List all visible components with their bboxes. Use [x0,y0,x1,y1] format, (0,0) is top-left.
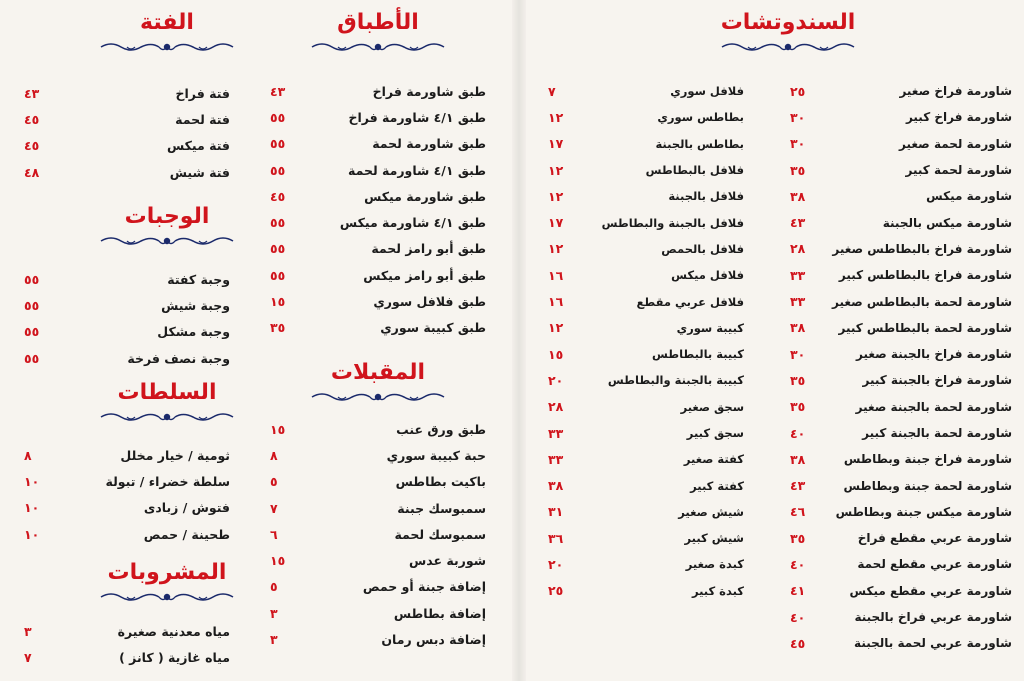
menu-item-name: شاورمة فراخ كبير [905,110,1012,125]
menu-item [548,578,744,604]
menu-item-price: ٤٥ [790,635,806,651]
salads-section [20,380,250,424]
menu-item [548,551,744,577]
menu-item-name: مياه غازية ( كانز ) [119,649,230,665]
ornament-divider-icon [92,590,242,604]
menu-item [24,159,230,185]
menu-item [548,183,744,209]
menu-item [790,367,1012,393]
menu-item [790,104,1012,130]
menu-item-name: فلافل سوري [670,84,744,99]
menu-item-name: حبة كبيبة سوري [386,447,486,463]
appetizers-column [270,416,486,653]
menu-item-name: شاورمة لحمة جبنة وبطاطس [843,478,1012,493]
menu-item-price: ١٦ [548,267,564,283]
menu-item [790,446,1012,472]
menu-item [790,630,1012,656]
menu-item [270,104,486,130]
menu-item-price: ٣٠ [790,346,806,362]
menu-item-price: ٤٨ [24,164,40,180]
salads-list [24,442,230,547]
menu-item-price: ١٢ [548,241,564,257]
menu-item-name: وجبة مشكل [157,324,230,340]
menu-item [790,183,1012,209]
menu-item [270,626,486,652]
menu-item-name: ثومية / خيار مخلل [120,447,230,463]
menu-item [270,288,486,314]
menu-item-price: ١٥ [548,346,564,362]
sandwiches-list-1 [790,78,1012,657]
menu-item [790,209,1012,235]
menu-item-name: شاورمة لحمة بالبطاطس كبير [838,320,1012,335]
menu-item [548,525,744,551]
menu-item [548,315,744,341]
menu-item-name: سمبوسك جبنة [397,500,486,516]
menu-item-price: ٥٥ [24,297,40,313]
menu-item-name: شاورمة عربي لحمة بالجبنة [854,636,1012,651]
menu-item-price: ١٥ [270,421,286,437]
menu-item [270,183,486,209]
menu-item-name: طبق ورق عنب [396,421,486,437]
menu-item [790,499,1012,525]
fatta-column [24,80,230,185]
menu-item [790,236,1012,262]
menu-item-name: كبدة صغير [685,557,744,572]
menu-item-price: ٣٣ [548,425,564,441]
menu-item [548,341,744,367]
menu-item-price: ٥٥ [24,271,40,287]
menu-item-price: ١٠ [24,473,40,489]
menu-item-price: ١٢ [548,320,564,336]
menu-item [548,78,744,104]
menu-item [548,394,744,420]
menu-item-price: ٧ [548,83,556,99]
menu-item-price: ٣٣ [548,451,564,467]
menu-item [270,416,486,442]
menu-item [548,262,744,288]
menu-item-price: ٥٥ [270,162,286,178]
ornament-divider-icon [92,40,242,54]
plates-section [268,10,508,54]
menu-item-name: إضافة دبس رمان [381,632,486,648]
menu-item [270,78,486,104]
menu-item-price: ٢٥ [790,83,806,99]
menu-item-price: ٣٨ [548,478,564,494]
menu-item-price: ٣٣ [790,294,806,310]
menu-item-name: شاورمة ميكس بالجبنة [882,215,1012,230]
menu-item [548,236,744,262]
menu-item-name: فلافل بالجبنة [668,189,744,204]
meals-list [24,266,230,371]
menu-item [270,547,486,573]
menu-item-name: شاورمة لحمة بالجبنة صغير [855,399,1012,414]
salads-column [24,442,230,547]
menu-item-price: ٦ [270,526,278,542]
meals-header [92,204,242,248]
menu-item-name: فلافل بالجبنة والبطاطس [601,215,744,230]
drinks-list [24,618,230,671]
menu-item-price: ١٢ [548,162,564,178]
menu-item-price: ٤٥ [24,138,40,154]
menu-item-name: كفتة كبير [690,478,744,493]
menu-item [790,341,1012,367]
menu-item-name: فلافل بالحمص [661,241,744,256]
menu-item-price: ٥٥ [24,350,40,366]
menu-item-price: ١٥ [270,553,286,569]
drinks-section [20,560,250,604]
menu-item-price: ٥٥ [270,215,286,231]
salads-header [92,380,242,424]
menu-item-price: ٥ [270,579,278,595]
menu-item-price: ١٦ [548,294,564,310]
fatta-header [92,10,242,54]
menu-item-name: شاورمة لحمة صغير [899,136,1012,151]
menu-item-name: شاورمة عربي مقطع ميكس [849,583,1012,598]
menu-item-name: شيش كبير [684,531,744,546]
menu-item-name: فتة ميكس [166,138,230,154]
menu-item [548,446,744,472]
fatta-list [24,80,230,185]
menu-item [24,319,230,345]
menu-item-price: ٤٠ [790,425,806,441]
menu-item-price: ٣ [270,605,278,621]
appetizers-section [268,360,508,404]
menu-item-name: فلافل عربي مقطع [636,294,744,309]
menu-item-price: ٣ [270,632,278,648]
menu-item-price: ١٢ [548,188,564,204]
menu-item-name: شاورمة ميكس [926,189,1012,204]
menu-item [270,131,486,157]
menu-item-price: ٧ [24,649,32,665]
menu-item-price: ١٠ [24,526,40,542]
menu-item-name: شاورمة فراخ بالجبنة صغير [856,347,1012,362]
menu-item-name: وجبة نصف فرخة [127,350,230,366]
menu-item-name: وجبة كفتة [167,271,230,287]
menu-item [790,420,1012,446]
menu-item-price: ١٧ [548,136,564,152]
menu-item-price: ٣٣ [790,267,806,283]
menu-item [24,521,230,547]
menu-item [24,618,230,644]
menu-item [270,236,486,262]
menu-item-name: طبق ٤/١ شاورمة لحمة [348,162,486,178]
menu-item [790,78,1012,104]
menu-item [270,209,486,235]
menu-item-price: ١٧ [548,215,564,231]
menu-item-name: شاورمة فراخ بالبطاطس كبير [838,268,1012,283]
menu-item-price: ٢٠ [548,372,564,388]
plates-header [288,10,468,54]
menu-item [790,604,1012,630]
menu-item-price: ٤٣ [270,83,286,99]
menu-item-name: كبيبة بالبطاطس [651,347,744,362]
menu-item [790,472,1012,498]
menu-item-name: كبدة كبير [691,583,744,598]
menu-item [548,420,744,446]
menu-item-price: ٤٦ [790,504,806,520]
menu-item-name: شاورمة عربي فراخ بالجبنة [854,610,1012,625]
menu-item-name: كبيبة بالجبنة والبطاطس [607,373,744,388]
menu-item-price: ٤٣ [790,215,806,231]
menu-item [548,209,744,235]
menu-item-price: ٥٥ [270,267,286,283]
menu-item-name: بطاطس بالجبنة [655,136,744,151]
menu-item-price: ٣٥ [790,399,806,415]
menu-item-name: إضافة بطاطس [393,605,486,621]
menu-item-name: طبق شاورمة ميكس [364,188,486,204]
menu-item-name: شاورمة فراخ بالبطاطس صغير [832,241,1012,256]
menu-item-price: ٥٥ [24,324,40,340]
menu-item [24,292,230,318]
menu-item [548,367,744,393]
menu-item-price: ٤٣ [790,478,806,494]
menu-item-name: شاورمة لحمة بالجبنة كبير [862,426,1012,440]
menu-item [270,315,486,341]
menu-item-name: فتة شيش [169,164,230,180]
sandwiches-title: السندوتشات [720,10,856,35]
appetizers-list [270,416,486,653]
drinks-title: المشروبات [107,560,227,585]
menu-item [548,499,744,525]
sandwiches-column-1 [790,78,1012,657]
salads-title: السلطات [117,380,217,405]
meals-section [20,204,250,248]
menu-item [270,469,486,495]
menu-item-name: شاورمة فراخ جبنة وبطاطس [843,452,1012,467]
menu-item-name: طبق ٤/١ شاورمة ميكس [339,215,486,231]
menu-item [270,442,486,468]
menu-item [270,600,486,626]
fatta-section [20,10,250,54]
menu-item-name: بطاطس سوري [657,110,744,125]
menu-item-price: ٨ [24,447,32,463]
menu-item-price: ٢٥ [548,583,564,599]
sandwiches-list-2 [548,78,744,604]
plates-title: الأطباق [337,10,419,35]
menu-item-name: كبيبة سوري [676,320,744,335]
menu-item-name: طبق شاورمة فراخ [372,83,486,99]
menu-item [24,266,230,292]
menu-item-price: ٤٣ [24,85,40,101]
menu-item-price: ٣ [24,623,32,639]
menu-item-price: ٢٠ [548,556,564,572]
menu-item [24,133,230,159]
ornament-divider-icon [92,410,242,424]
menu-item [270,262,486,288]
menu-item-name: شوربة عدس [409,553,486,569]
drinks-header [92,560,242,604]
ornament-divider-icon [288,390,468,404]
menu-item-price: ٣٦ [548,530,564,546]
menu-item [790,394,1012,420]
menu-item-name: كفتة صغير [683,452,744,467]
menu-item [790,551,1012,577]
menu-item [790,315,1012,341]
menu-item-price: ٣٠ [790,136,806,152]
menu-item-price: ٧ [270,500,278,516]
menu-item [790,288,1012,314]
plates-column [270,78,486,341]
menu-item-price: ٣٥ [790,530,806,546]
menu-item-price: ٤٥ [24,111,40,127]
menu-item-name: طبق شاورمة لحمة [372,136,486,152]
menu-item [790,131,1012,157]
page-fold [512,0,526,681]
menu-item-name: طبق كبيبة سوري [380,320,486,336]
menu-item-name: فلافل ميكس [671,268,744,283]
menu-item-name: إضافة جبنة أو حمص [362,579,486,595]
menu-item-name: شاورمة فراخ بالجبنة كبير [862,373,1012,388]
ornament-divider-icon [688,40,888,54]
menu-item-name: باكيت بطاطس [395,474,486,490]
menu-item-name: فلافل بالبطاطس [645,163,744,178]
menu-item-price: ٣١ [548,504,564,520]
menu-item-name: طبق ٤/١ شاورمة فراخ [348,109,486,125]
menu-item-price: ٣٥ [270,320,286,336]
menu-item [24,644,230,670]
menu-item [24,345,230,371]
appetizers-title: المقبلات [330,360,426,385]
menu-item-name: فتوش / زبادى [143,500,230,516]
menu-item [548,288,744,314]
menu-item-price: ٣٨ [790,188,806,204]
menu-item-price: ٥ [270,474,278,490]
menu-item-price: ٨ [270,447,278,463]
menu-item [548,472,744,498]
menu-item-name: شاورمة عربي مقطع لحمة [857,557,1012,572]
menu-item-name: سجق كبير [686,426,744,440]
menu-item-name: شيش صغير [678,504,744,519]
menu-item-name: طبق أبو رامز لحمة [371,241,486,257]
menu-item-price: ٥٥ [270,109,286,125]
menu-item [24,495,230,521]
sandwiches-header [688,10,888,54]
menu-item-name: شاورمة لحمة بالبطاطس صغير [832,294,1012,309]
menu-item-name: طبق أبو رامز ميكس [363,267,486,283]
menu-item-price: ٤٠ [790,609,806,625]
appetizers-header [288,360,468,404]
menu-item-name: سلطة خضراء / تبولة [105,473,230,489]
menu-item [24,80,230,106]
plates-list [270,78,486,341]
sandwiches-section [548,10,1018,54]
meals-title: الوجبات [124,204,210,229]
ornament-divider-icon [288,40,468,54]
menu-item [24,106,230,132]
menu-item-price: ٤١ [790,583,806,599]
menu-item-name: سمبوسك لحمة [394,526,486,542]
menu-item-name: وجبة شيش [161,297,230,313]
menu-item-name: مياه معدنية صغيرة [117,623,230,639]
menu-item-price: ١٢ [548,109,564,125]
menu-item [790,262,1012,288]
menu-item [548,104,744,130]
menu-item-price: ٥٥ [270,136,286,152]
menu-item-name: شاورمة عربي مقطع فراخ [857,531,1012,546]
menu-item-price: ٣٨ [790,320,806,336]
menu-item [790,578,1012,604]
meals-column [24,266,230,371]
menu-item-name: فتة لحمة [175,111,230,127]
menu-item [270,157,486,183]
menu-item-price: ١٥ [270,294,286,310]
menu-item-price: ٣٥ [790,162,806,178]
menu-item-name: شاورمة لحمة كبير [905,163,1012,178]
menu-item-price: ٢٨ [548,399,564,415]
menu-item [548,157,744,183]
menu-item-price: ٢٨ [790,241,806,257]
menu-item [270,574,486,600]
menu-item [24,442,230,468]
menu-item-name: شاورمة ميكس جبنة وبطاطس [835,504,1012,519]
menu-item [790,157,1012,183]
ornament-divider-icon [92,234,242,248]
menu-item-price: ٣٥ [790,372,806,388]
fatta-title: الفتة [140,10,194,35]
menu-item [24,468,230,494]
menu-item [790,525,1012,551]
menu-item-name: شاورمة فراخ صغير [899,84,1012,99]
menu-item [270,495,486,521]
menu-item-name: سجق صغير [680,399,744,414]
menu-item-price: ٤٠ [790,556,806,572]
menu-item-price: ٤٥ [270,188,286,204]
menu-item-name: طبق فلافل سوري [373,294,486,310]
sandwiches-column-2 [548,78,744,604]
menu-item-price: ٥٥ [270,241,286,257]
menu-item-price: ١٠ [24,500,40,516]
menu-item-name: فتة فراخ [175,85,230,101]
drinks-column [24,618,230,671]
menu-item [270,521,486,547]
menu-item-price: ٣٠ [790,109,806,125]
menu-item-price: ٣٨ [790,451,806,467]
menu-item-name: طحينة / حمص [143,526,230,542]
menu-item [548,131,744,157]
